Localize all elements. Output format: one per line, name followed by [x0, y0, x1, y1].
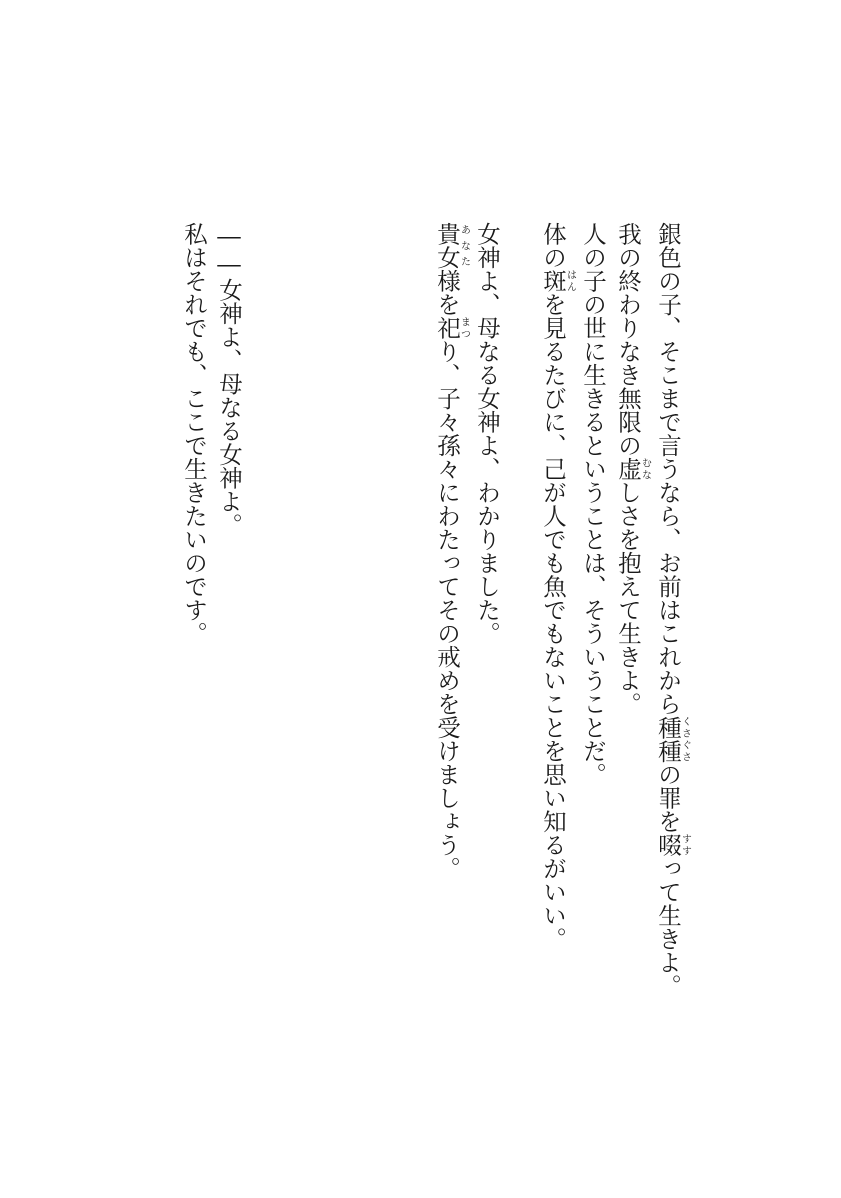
text-fragment: 様を — [433, 269, 461, 316]
text-fragment: を見るたびに、己が人でも魚でもないことを思い知るがいい。 — [539, 292, 567, 951]
text-line — [610, 222, 650, 982]
ruby-base: 貴女 — [433, 222, 461, 269]
text-fragment: の罪を — [654, 762, 682, 833]
text-fragment: ――女神よ、母なる女神よ。 — [215, 222, 243, 537]
ruby-reading: くさぐさ — [679, 715, 691, 763]
text-fragment: 我の終わりなき無限の — [614, 222, 642, 457]
ruby-reading: はん — [564, 269, 576, 293]
text-line — [535, 222, 575, 982]
ruby-base: 斑 — [539, 269, 567, 293]
ruby-word — [614, 457, 651, 481]
text-fragment: しさを抱えて生きよ。 — [614, 480, 642, 716]
text-fragment: って生きよ。 — [654, 856, 682, 998]
ruby-word — [433, 222, 470, 269]
text-fragment: 私はそれでも、ここで生きたいのです。 — [180, 222, 208, 645]
text-line — [429, 222, 469, 982]
ruby-base: 祀 — [433, 316, 461, 340]
text-fragment: 銀色の子、そこまで言うなら、お前はこれから — [654, 222, 682, 716]
ruby-base: 啜 — [654, 833, 682, 857]
ruby-word — [539, 269, 576, 293]
text-line — [650, 222, 691, 998]
ruby-base: 種種 — [654, 715, 682, 763]
ruby-word — [654, 715, 691, 763]
ruby-word — [654, 833, 691, 857]
ruby-word — [433, 316, 470, 340]
paragraph-reply — [420, 222, 504, 982]
text-fragment: 女神よ、母なる女神よ、わかりました。 — [473, 222, 501, 645]
text-fragment: 人の子の世に生きるということは、そういうことだ。 — [579, 222, 607, 786]
text-fragment: 体の — [539, 222, 567, 269]
ruby-base: 虚 — [614, 457, 642, 481]
text-line — [176, 222, 211, 982]
ruby-reading: むな — [639, 457, 651, 481]
paragraph-final-plea — [162, 222, 246, 982]
ruby-reading: すす — [679, 833, 691, 857]
text-line — [469, 222, 504, 982]
paragraph-goddess-speech — [526, 222, 691, 998]
text-fragment: り、子々孫々にわたってその戒めを受けましょう。 — [433, 339, 461, 880]
text-line — [575, 222, 610, 982]
ruby-reading: あなた — [458, 222, 470, 269]
ruby-reading: まつ — [458, 316, 470, 340]
text-line — [211, 222, 246, 982]
